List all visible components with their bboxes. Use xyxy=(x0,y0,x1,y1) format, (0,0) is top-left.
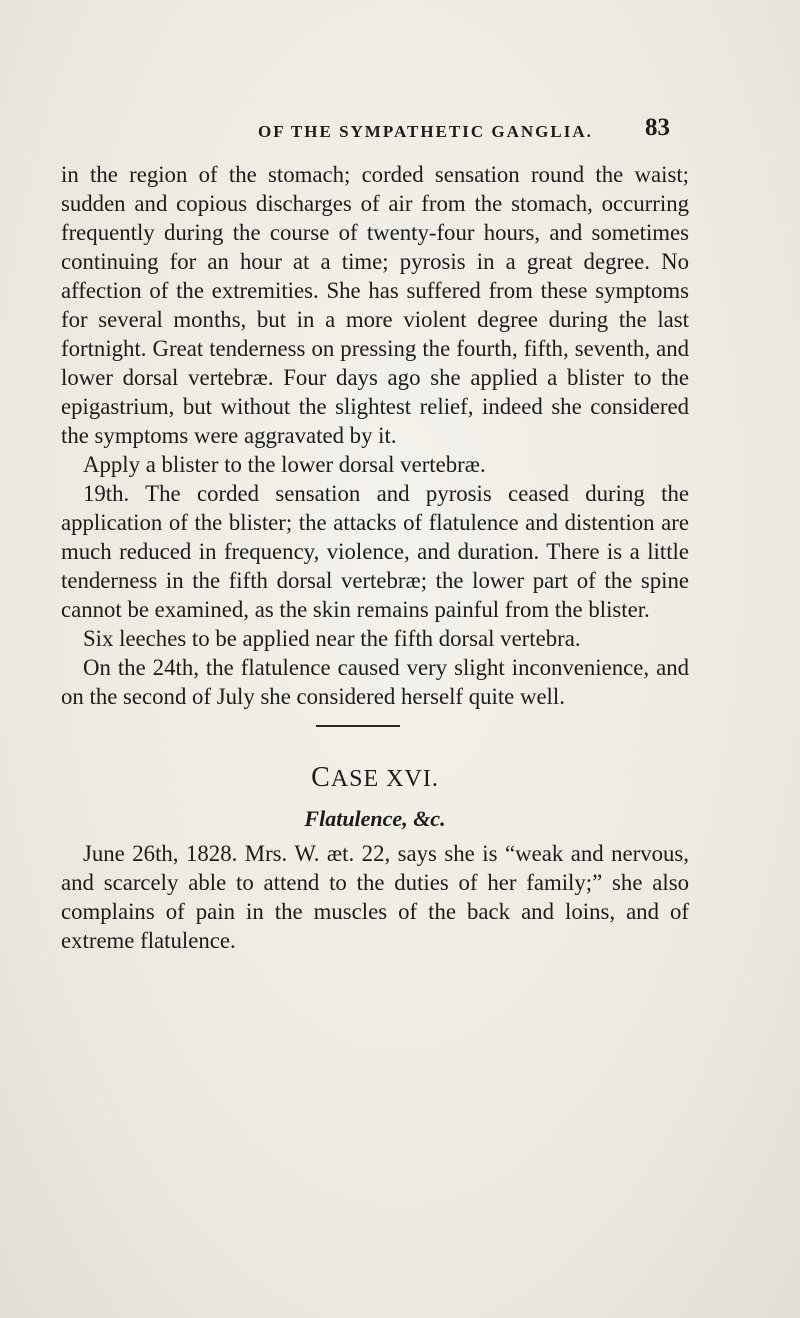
page-header xyxy=(0,114,800,148)
case-title-initial: C xyxy=(311,762,331,793)
page-body xyxy=(61,160,689,955)
case-title-rest: ASE XVI. xyxy=(330,766,439,792)
paragraph: On the 24th, the flatulence caused very slight inconvenience, and on the second of July she considered herself quite well. xyxy=(61,655,689,709)
case-title xyxy=(61,763,689,794)
page-number: 83 xyxy=(645,114,670,141)
section-divider xyxy=(316,725,400,727)
paragraph: in the region of the stomach; corded sensation round the waist; sudden and copious discharges of air from the stomach, occurring frequently during the course of twenty-four hours, and sometimes continuing for an hour at a time; pyrosis in a great degree. No affection of the extremities. She has suffered from these symptoms for several months, but in a more violent degree during the last fortnight. Great tenderness on pressing the fourth, fifth, seventh, and lower dorsal vertebræ. Four days ago she applied a blister to the epigastrium, but without the slightest relief, indeed she considered the symptoms were aggravated by it. xyxy=(61,162,689,448)
paragraph: Apply a blister to the lower dorsal vertebræ. xyxy=(83,452,486,477)
case-subtitle: Flatulence, &c. xyxy=(304,806,446,831)
paragraph: 19th. The corded sensation and pyrosis ceased during the application of the blister; the attacks of flatulence and distention are much reduced in frequency, violence, and duration. There is a little tenderness in the fifth dorsal vertebræ; the lower part of the spine cannot be examined, as the skin remains painful from the blister. xyxy=(61,481,689,622)
running-head: OF THE SYMPATHETIC GANGLIA. xyxy=(258,122,593,141)
paragraph: June 26th, 1828. Mrs. W. æt. 22, says she is “weak and nervous, and scarcely able to attend to the duties of her family;” she also complains of pain in the muscles of the back and loins, and of extreme flatulence. xyxy=(61,841,689,953)
paragraph: Six leeches to be applied near the fifth dorsal vertebra. xyxy=(83,626,581,651)
